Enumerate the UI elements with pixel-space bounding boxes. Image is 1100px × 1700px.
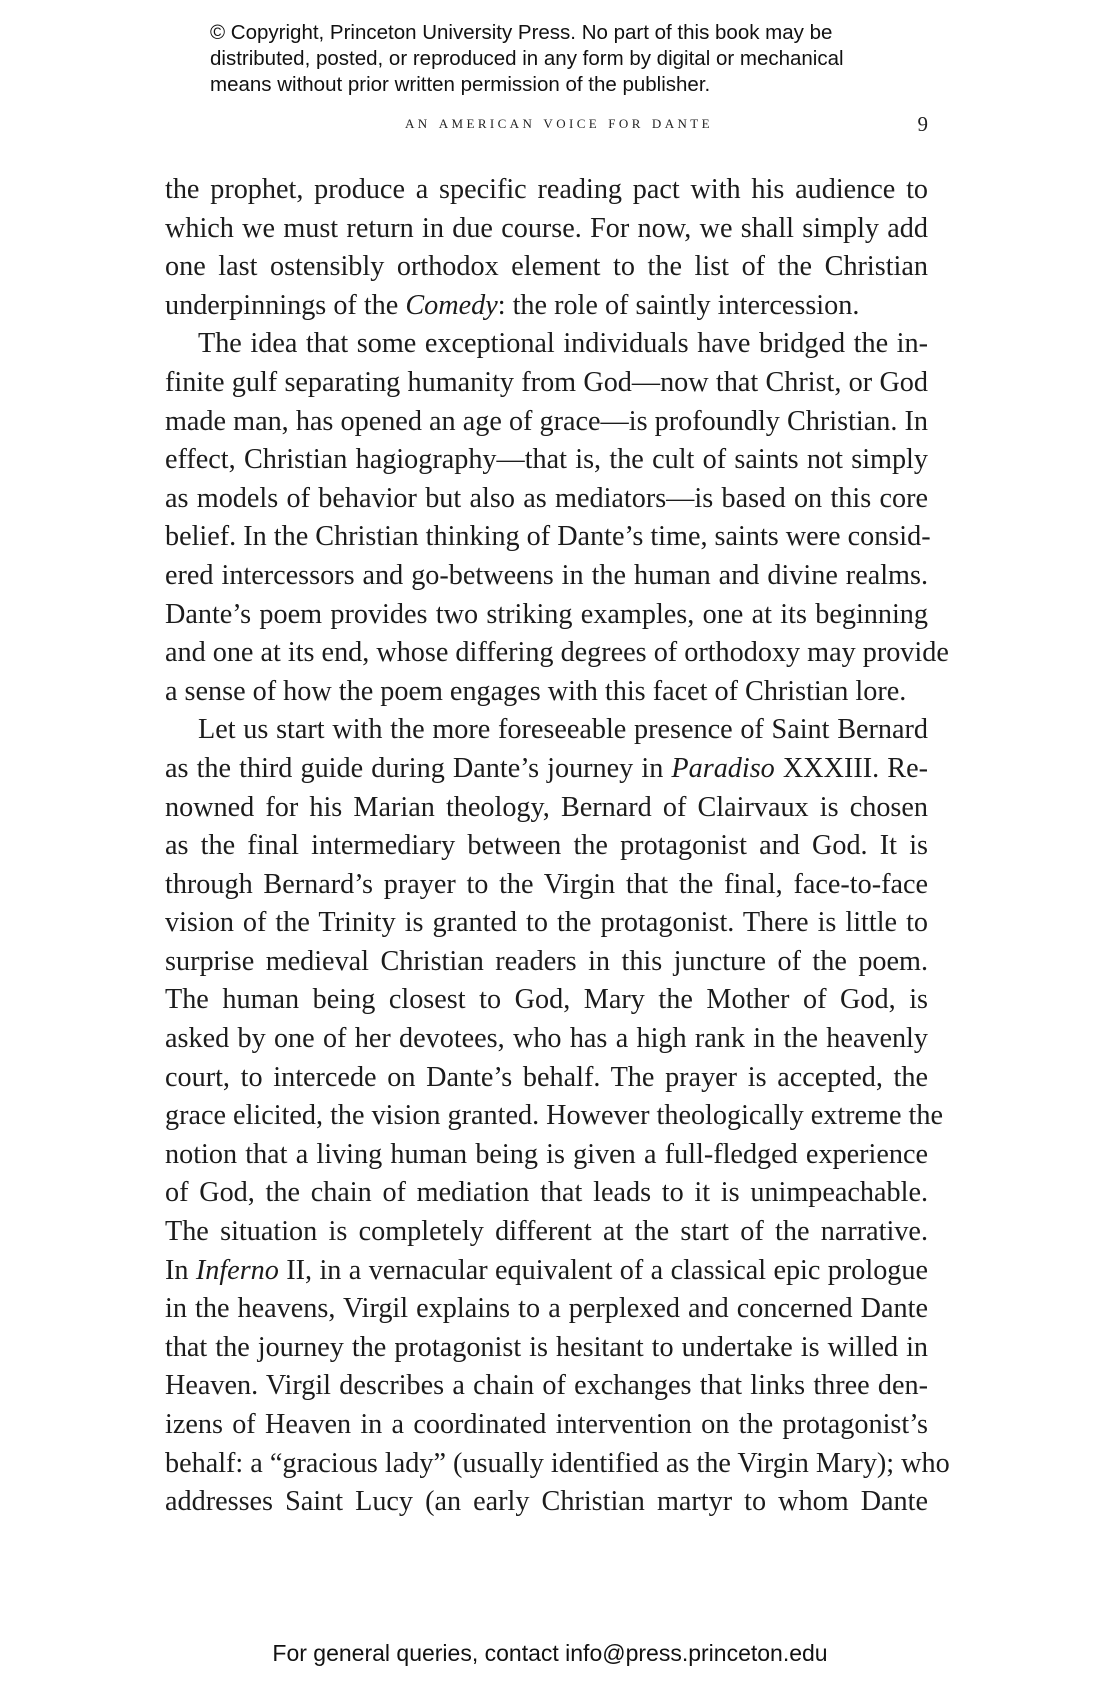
text-line: The situation is completely different at the start of the narrative. [165,1216,928,1248]
body-text [165,171,950,1522]
text-line: grace elicited, the vision granted. However theologically extreme the [165,1100,943,1132]
text-line: in the heavens, Virgil explains to a perplexed and concerned Dante [165,1293,928,1325]
text-line: belief. In the Christian thinking of Dante’s time, saints were consid- [165,521,931,553]
text-line: ered intercessors and go-betweens in the human and divine realms. [165,559,928,591]
text-line: that the journey the protagonist is hesitant to undertake is willed in [165,1331,928,1363]
text-line: addresses Saint Lucy (an early Christian martyr to whom Dante [165,1486,928,1518]
text-line: court, to intercede on Dante’s behalf. The prayer is accepted, the [165,1061,928,1093]
text-line: asked by one of her devotees, who has a high rank in the heavenly [165,1023,928,1055]
text-line: one last ostensibly orthodox element to the list of the Christian [165,251,928,283]
text-line: Heaven. Virgil describes a chain of exchanges that links three den- [165,1370,928,1402]
text-line: which we must return in due course. For now, we shall simply add [165,212,928,244]
text-line: as the final intermediary between the protagonist and God. It is [165,830,928,862]
copyright-notice [210,20,930,98]
text-line: the prophet, produce a specific reading pact with his audience to [165,174,928,205]
running-head-title: an american voice for dante [405,112,713,133]
text-line: made man, has opened an age of grace—is profoundly Christian. In [165,405,928,437]
text-line: Dante’s poem provides two striking examples, one at its beginning [165,598,928,630]
text-line: The human being closest to God, Mary the Mother of God, is [165,984,928,1016]
text-line: behalf: a “gracious lady” (usually identified as the Virgin Mary); who [165,1447,950,1479]
text-line: as models of behavior but also as mediators—is based on this core [165,482,928,514]
text-line: a sense of how the poem engages with this facet of Christian lore. [165,675,907,707]
text-line: underpinnings of the Comedy: the role of saintly intercession. [165,289,860,321]
text-line: and one at its end, whose differing degrees of orthodoxy may provide [165,637,949,669]
text-line: vision of the Trinity is granted to the protagonist. There is little to [165,907,928,939]
text-line: effect, Christian hagiography—that is, the cult of saints not simply [165,444,928,476]
text-line: nowned for his Marian theology, Bernard of Clairvaux is chosen [165,791,928,823]
page-number: 9 [917,112,928,136]
text-line: of God, the chain of mediation that leads to it is unimpeachable. [165,1177,928,1209]
text-line: In Inferno II, in a vernacular equivalent of a classical epic prologue [165,1254,928,1286]
text-line: notion that a living human being is given a full-fledged experience [165,1138,928,1170]
contact-footer: For general queries, contact info@press.princeton.edu [272,1640,828,1666]
running-head [405,112,928,134]
copyright-line: © Copyright, Princeton University Press. No part of this book may be [210,21,833,44]
copyright-line: means without prior written permission of the publisher. [210,73,711,96]
text-line: finite gulf separating humanity from God—now that Christ, or God [165,366,928,398]
text-line: surprise medieval Christian readers in this juncture of the poem. [165,945,928,977]
text-line: through Bernard’s prayer to the Virgin that the final, face-to-face [165,868,928,900]
text-line: Let us start with the more foreseeable presence of Saint Bernard [198,714,928,746]
text-line: The idea that some exceptional individuals have bridged the in- [198,328,928,360]
text-line: izens of Heaven in a coordinated intervention on the protagonist’s [165,1409,928,1440]
text-line: as the third guide during Dante’s journey in Paradiso XXXIII. Re- [165,752,928,784]
copyright-line: distributed, posted, or reproduced in any form by digital or mechanical [210,47,844,70]
